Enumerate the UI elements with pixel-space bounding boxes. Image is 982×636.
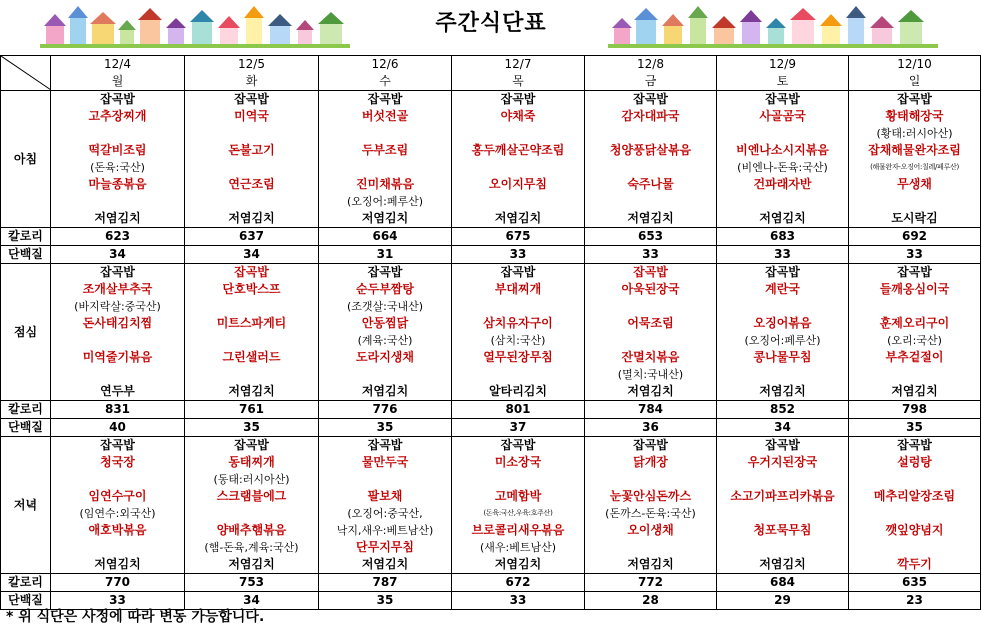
menu-item-cell: 삼치유자구이 (452, 315, 585, 332)
menu-item-cell (717, 298, 849, 315)
menu-item-cell: 애호박볶음 (51, 522, 185, 539)
menu-item-cell: 돈사태김치찜 (51, 315, 185, 332)
date-cell: 12/6 (319, 56, 452, 74)
menu-item-cell: (햄-돈육,계육:국산) (185, 539, 319, 556)
protein-value: 33 (51, 592, 185, 610)
menu-item-cell: 열무된장무침 (452, 349, 585, 366)
calorie-value: 831 (51, 401, 185, 419)
menu-item-cell: (삼치:국산) (452, 332, 585, 349)
menu-row (1, 108, 981, 125)
menu-row (1, 471, 981, 488)
menu-item-cell (585, 193, 717, 210)
menu-item-cell: (비엔나-돈육:국산) (717, 159, 849, 176)
menu-item-cell: 미역국 (185, 108, 319, 125)
menu-item-cell (585, 539, 717, 556)
menu-item-cell: 진미채볶음 (319, 176, 452, 193)
menu-item-cell (849, 505, 981, 522)
menu-item-cell: 잡곡밥 (717, 91, 849, 109)
menu-item-cell: 돈불고기 (185, 142, 319, 159)
menu-row (1, 366, 981, 383)
menu-item-cell: 저염김치 (717, 383, 849, 401)
menu-item-cell (452, 298, 585, 315)
menu-row (1, 332, 981, 349)
protein-row (1, 246, 981, 264)
menu-row (1, 264, 981, 282)
protein-value: 33 (585, 246, 717, 264)
menu-item-cell: 콩나물무침 (717, 349, 849, 366)
menu-item-cell (849, 471, 981, 488)
menu-item-cell: 두부조림 (319, 142, 452, 159)
menu-item-cell: (새우:베트남산) (452, 539, 585, 556)
menu-item-cell: 잡곡밥 (452, 91, 585, 109)
menu-item-cell: 무생채 (849, 176, 981, 193)
menu-item-cell: 저염김치 (185, 556, 319, 574)
menu-item-cell (849, 298, 981, 315)
menu-item-cell: 브로콜리새우볶음 (452, 522, 585, 539)
protein-value: 35 (185, 419, 319, 437)
header-banner (0, 0, 982, 56)
protein-label: 단백질 (1, 592, 51, 610)
protein-value: 35 (319, 419, 452, 437)
protein-value: 33 (717, 246, 849, 264)
menu-item-cell: (오징어:페루산) (319, 193, 452, 210)
protein-value: 33 (849, 246, 981, 264)
menu-item-cell: 잡곡밥 (585, 437, 717, 455)
menu-item-cell (717, 125, 849, 142)
menu-row (1, 142, 981, 159)
menu-item-cell: 고메함박 (452, 488, 585, 505)
menu-item-cell (51, 193, 185, 210)
protein-label: 단백질 (1, 419, 51, 437)
menu-item-cell (585, 159, 717, 176)
weekday-header-row (1, 73, 981, 91)
calorie-row (1, 401, 981, 419)
menu-item-cell (452, 193, 585, 210)
menu-item-cell (185, 159, 319, 176)
calorie-value: 784 (585, 401, 717, 419)
protein-value: 28 (585, 592, 717, 610)
calorie-value: 801 (452, 401, 585, 419)
menu-item-cell: 미역줄기볶음 (51, 349, 185, 366)
date-cell: 12/4 (51, 56, 185, 74)
menu-item-cell: (해물완자-오징어:칠레/페루산) (849, 159, 981, 176)
menu-row (1, 539, 981, 556)
menu-item-cell (185, 332, 319, 349)
menu-item-cell: (임연수:외국산) (51, 505, 185, 522)
menu-item-cell: (동태:러시아산) (185, 471, 319, 488)
protein-value: 23 (849, 592, 981, 610)
menu-row (1, 315, 981, 332)
menu-row (1, 91, 981, 109)
menu-row (1, 193, 981, 210)
calorie-value: 692 (849, 228, 981, 246)
menu-item-cell: 그린샐러드 (185, 349, 319, 366)
meal-label: 저녁 (1, 437, 51, 574)
calorie-value: 623 (51, 228, 185, 246)
weekday-cell: 화 (185, 73, 319, 91)
menu-item-cell: (돈육:국산,우육:호주산) (452, 505, 585, 522)
menu-item-cell: 아욱된장국 (585, 281, 717, 298)
menu-item-cell: 저염김치 (185, 210, 319, 228)
menu-row (1, 159, 981, 176)
protein-value: 35 (849, 419, 981, 437)
protein-label: 단백질 (1, 246, 51, 264)
menu-item-cell: 사골곰국 (717, 108, 849, 125)
menu-row (1, 125, 981, 142)
menu-item-cell: 잡곡밥 (849, 437, 981, 455)
menu-item-cell: 잡곡밥 (185, 91, 319, 109)
menu-item-cell: 미트스파게티 (185, 315, 319, 332)
menu-item-cell (585, 298, 717, 315)
menu-item-cell (717, 505, 849, 522)
menu-item-cell: 안동찜닭 (319, 315, 452, 332)
menu-item-cell: 조개살부추국 (51, 281, 185, 298)
menu-item-cell: 오징어볶음 (717, 315, 849, 332)
menu-item-cell (452, 159, 585, 176)
menu-item-cell: 저염김치 (585, 383, 717, 401)
menu-item-cell: 팔보채 (319, 488, 452, 505)
weekday-cell: 토 (717, 73, 849, 91)
menu-item-cell: 깻잎양념지 (849, 522, 981, 539)
menu-item-cell: 황태해장국 (849, 108, 981, 125)
menu-item-cell: 숙주나물 (585, 176, 717, 193)
weekday-cell: 월 (51, 73, 185, 91)
menu-item-cell: 오이지무침 (452, 176, 585, 193)
calorie-row (1, 574, 981, 592)
calorie-value: 772 (585, 574, 717, 592)
menu-item-cell: 설렁탕 (849, 454, 981, 471)
menu-item-cell: 저염김치 (319, 556, 452, 574)
calorie-value: 761 (185, 401, 319, 419)
menu-item-cell: 단호박스프 (185, 281, 319, 298)
menu-table-body (1, 56, 981, 610)
menu-item-cell (51, 366, 185, 383)
menu-row (1, 488, 981, 505)
menu-item-cell: (오징어:중국산, (319, 505, 452, 522)
menu-row (1, 349, 981, 366)
menu-item-cell (849, 539, 981, 556)
weekday-cell: 금 (585, 73, 717, 91)
calorie-value: 684 (717, 574, 849, 592)
menu-row (1, 505, 981, 522)
menu-item-cell (185, 125, 319, 142)
menu-item-cell: 비엔나소시지볶음 (717, 142, 849, 159)
calorie-value: 637 (185, 228, 319, 246)
menu-item-cell: 잡채해물완자조림 (849, 142, 981, 159)
menu-item-cell (51, 539, 185, 556)
date-cell: 12/8 (585, 56, 717, 74)
menu-item-cell: (돈까스-돈육:국산) (585, 505, 717, 522)
date-cell: 12/9 (717, 56, 849, 74)
menu-item-cell (185, 298, 319, 315)
menu-item-cell: 순두부짬탕 (319, 281, 452, 298)
menu-item-cell: 어묵조림 (585, 315, 717, 332)
menu-item-cell (319, 471, 452, 488)
menu-item-cell (849, 193, 981, 210)
menu-item-cell (717, 539, 849, 556)
menu-item-cell (319, 159, 452, 176)
menu-item-cell (185, 366, 319, 383)
menu-item-cell: 훈제오리구이 (849, 315, 981, 332)
menu-item-cell: 저염김치 (717, 556, 849, 574)
calorie-value: 753 (185, 574, 319, 592)
protein-value: 34 (717, 419, 849, 437)
footnote: * 위 식단은 사정에 따라 변동 가능합니다. (6, 609, 265, 625)
menu-item-cell: 알타리김치 (452, 383, 585, 401)
calorie-value: 664 (319, 228, 452, 246)
protein-value: 34 (51, 246, 185, 264)
village-illustration-left (40, 4, 350, 50)
calorie-value: 672 (452, 574, 585, 592)
menu-item-cell: 홍두깨살곤약조림 (452, 142, 585, 159)
menu-item-cell: (오징어:페루산) (717, 332, 849, 349)
menu-item-cell (717, 366, 849, 383)
menu-item-cell: 도라지생채 (319, 349, 452, 366)
menu-item-cell: 눈꽃안심돈까스 (585, 488, 717, 505)
protein-value: 29 (717, 592, 849, 610)
calorie-value: 776 (319, 401, 452, 419)
menu-item-cell: 떡갈비조림 (51, 142, 185, 159)
protein-row (1, 419, 981, 437)
calorie-label: 칼로리 (1, 228, 51, 246)
calorie-value: 675 (452, 228, 585, 246)
menu-item-cell (452, 471, 585, 488)
menu-item-cell: 스크램블에그 (185, 488, 319, 505)
menu-row (1, 383, 981, 401)
menu-item-cell: 저염김치 (319, 383, 452, 401)
menu-item-cell: 잡곡밥 (185, 437, 319, 455)
date-cell: 12/10 (849, 56, 981, 74)
menu-item-cell: 잡곡밥 (849, 91, 981, 109)
menu-row (1, 522, 981, 539)
menu-item-cell: 물만두국 (319, 454, 452, 471)
calorie-value: 798 (849, 401, 981, 419)
menu-item-cell (51, 332, 185, 349)
menu-item-cell (51, 471, 185, 488)
menu-item-cell (185, 193, 319, 210)
protein-value: 33 (452, 246, 585, 264)
menu-item-cell: 메추리알장조림 (849, 488, 981, 505)
menu-item-cell: 야채죽 (452, 108, 585, 125)
menu-item-cell: 저염김치 (185, 383, 319, 401)
menu-item-cell: 고추장찌개 (51, 108, 185, 125)
menu-item-cell: 저염김치 (319, 210, 452, 228)
menu-item-cell: 단무지무침 (319, 539, 452, 556)
menu-item-cell: 청포묵무침 (717, 522, 849, 539)
menu-item-cell: 부추겉절이 (849, 349, 981, 366)
protein-value: 34 (185, 246, 319, 264)
date-cell: 12/7 (452, 56, 585, 74)
menu-item-cell (51, 125, 185, 142)
menu-item-cell: (황태:러시아산) (849, 125, 981, 142)
corner-diagonal-cell (1, 56, 51, 91)
protein-value: 37 (452, 419, 585, 437)
menu-item-cell: 잡곡밥 (452, 264, 585, 282)
protein-value: 35 (319, 592, 452, 610)
menu-item-cell: 버섯전골 (319, 108, 452, 125)
menu-item-cell: 깍두기 (849, 556, 981, 574)
menu-item-cell: (멸치:국내산) (585, 366, 717, 383)
menu-item-cell: 들깨옹심이국 (849, 281, 981, 298)
menu-item-cell: 잡곡밥 (717, 264, 849, 282)
calorie-value: 770 (51, 574, 185, 592)
weekday-cell: 수 (319, 73, 452, 91)
menu-row (1, 210, 981, 228)
menu-item-cell: 감자대파국 (585, 108, 717, 125)
menu-item-cell: 도시락김 (849, 210, 981, 228)
menu-item-cell: (조갯살:국내산) (319, 298, 452, 315)
menu-row (1, 281, 981, 298)
menu-item-cell: 잡곡밥 (51, 91, 185, 109)
menu-row (1, 437, 981, 455)
meal-label: 아침 (1, 91, 51, 228)
menu-item-cell (452, 125, 585, 142)
weekly-menu-table (0, 55, 981, 610)
menu-item-cell (585, 125, 717, 142)
menu-item-cell: 미소장국 (452, 454, 585, 471)
protein-value: 34 (185, 592, 319, 610)
menu-item-cell: 계란국 (717, 281, 849, 298)
menu-item-cell: 저염김치 (452, 556, 585, 574)
menu-item-cell: 저염김치 (585, 210, 717, 228)
menu-item-cell: (바지락살:중국산) (51, 298, 185, 315)
menu-item-cell: 잡곡밥 (452, 437, 585, 455)
calorie-value: 787 (319, 574, 452, 592)
menu-item-cell: 청국장 (51, 454, 185, 471)
protein-value: 33 (452, 592, 585, 610)
diagonal-line (1, 56, 51, 90)
menu-item-cell: 잡곡밥 (319, 264, 452, 282)
menu-item-cell: 잡곡밥 (585, 264, 717, 282)
menu-item-cell: 닭개장 (585, 454, 717, 471)
menu-item-cell (717, 193, 849, 210)
menu-item-cell: 부대찌개 (452, 281, 585, 298)
menu-item-cell: 잡곡밥 (585, 91, 717, 109)
calorie-label: 칼로리 (1, 401, 51, 419)
meal-label: 점심 (1, 264, 51, 401)
menu-item-cell: 잡곡밥 (319, 91, 452, 109)
menu-item-cell: 소고기파프리카볶음 (717, 488, 849, 505)
menu-item-cell: 저염김치 (849, 383, 981, 401)
menu-item-cell: 우거지된장국 (717, 454, 849, 471)
menu-item-cell: 동태찌개 (185, 454, 319, 471)
weekday-cell: 목 (452, 73, 585, 91)
calorie-value: 683 (717, 228, 849, 246)
protein-value: 36 (585, 419, 717, 437)
menu-item-cell (319, 366, 452, 383)
menu-item-cell (717, 471, 849, 488)
menu-item-cell: (계육:국산) (319, 332, 452, 349)
menu-item-cell (585, 332, 717, 349)
date-cell: 12/5 (185, 56, 319, 74)
menu-item-cell: (오리:국산) (849, 332, 981, 349)
calorie-row (1, 228, 981, 246)
menu-item-cell: 저염김치 (717, 210, 849, 228)
menu-item-cell: 잡곡밥 (51, 437, 185, 455)
menu-item-cell: 양배추햄볶음 (185, 522, 319, 539)
menu-row (1, 454, 981, 471)
menu-item-cell: 잔멸치볶음 (585, 349, 717, 366)
menu-item-cell: 잡곡밥 (319, 437, 452, 455)
menu-row (1, 556, 981, 574)
menu-item-cell: 잡곡밥 (717, 437, 849, 455)
menu-item-cell (185, 505, 319, 522)
date-header-row (1, 56, 981, 74)
menu-item-cell: 임연수구이 (51, 488, 185, 505)
menu-item-cell: 저염김치 (585, 556, 717, 574)
menu-item-cell: (돈육:국산) (51, 159, 185, 176)
menu-row (1, 176, 981, 193)
page-title: 주간식단표 (435, 11, 547, 36)
protein-value: 31 (319, 246, 452, 264)
menu-item-cell: 잡곡밥 (849, 264, 981, 282)
calorie-label: 칼로리 (1, 574, 51, 592)
menu-item-cell: 잡곡밥 (185, 264, 319, 282)
menu-item-cell: 저염김치 (452, 210, 585, 228)
menu-item-cell (452, 366, 585, 383)
menu-item-cell: 건파래자반 (717, 176, 849, 193)
menu-item-cell: 청양풍닭살볶음 (585, 142, 717, 159)
menu-item-cell (319, 125, 452, 142)
calorie-value: 852 (717, 401, 849, 419)
menu-item-cell: 마늘종볶음 (51, 176, 185, 193)
menu-item-cell: 저염김치 (51, 210, 185, 228)
menu-item-cell: 오이생채 (585, 522, 717, 539)
village-illustration-right (608, 4, 938, 50)
protein-value: 40 (51, 419, 185, 437)
weekday-cell: 일 (849, 73, 981, 91)
menu-item-cell: 잡곡밥 (51, 264, 185, 282)
menu-item-cell (585, 471, 717, 488)
calorie-value: 653 (585, 228, 717, 246)
menu-item-cell: 연두부 (51, 383, 185, 401)
menu-row (1, 298, 981, 315)
menu-item-cell: 연근조림 (185, 176, 319, 193)
menu-item-cell: 낙지,새우:베트남산) (319, 522, 452, 539)
calorie-value: 635 (849, 574, 981, 592)
menu-item-cell (849, 366, 981, 383)
menu-item-cell: 저염김치 (51, 556, 185, 574)
